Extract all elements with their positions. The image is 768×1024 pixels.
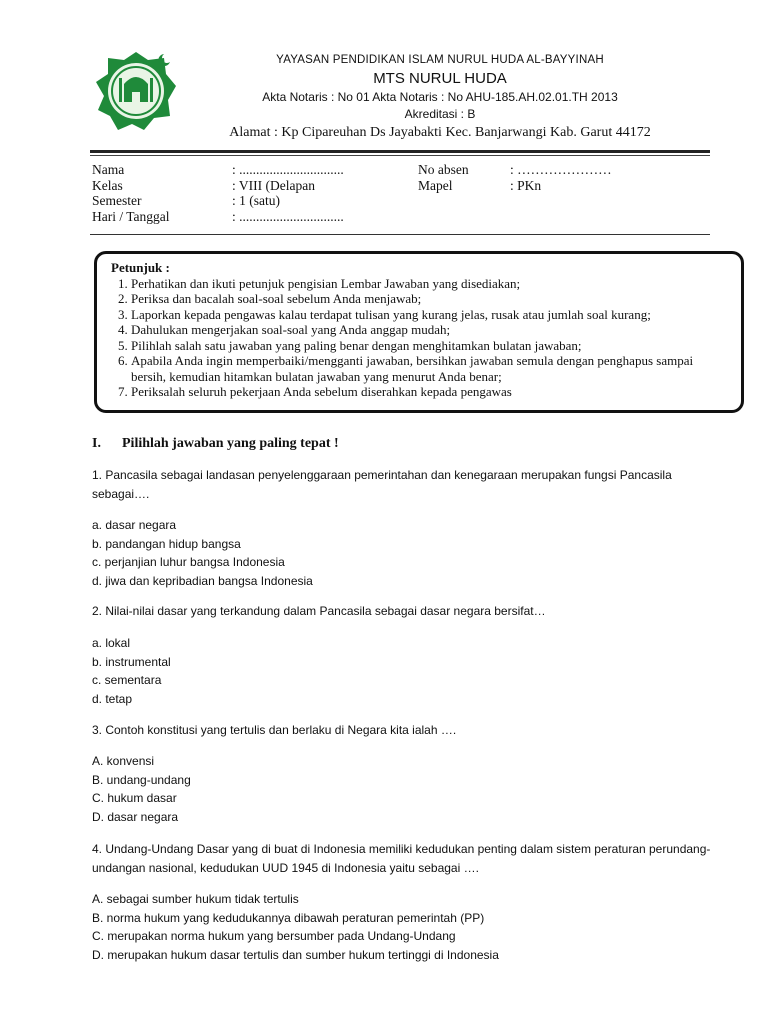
subject-label: Mapel — [418, 177, 453, 193]
class-label: Kelas — [92, 177, 123, 193]
header-divider-thick — [90, 150, 710, 153]
subject-value: : PKn — [510, 177, 542, 193]
semester-label: Semester — [92, 193, 142, 208]
instructions-list — [111, 276, 731, 400]
student-identity-block — [92, 162, 712, 224]
instruction-item: 6. Apabila Anda ingin memperbaiki/mengganti jawaban, bersihkan jawaban semula dengan penghapus sampai bersih, kemudian hitamkan bulatan jawaban yang menurut Anda benar; — [131, 353, 731, 384]
semester-value: : 1 (satu) — [232, 193, 280, 208]
option-c[interactable]: c. sementara — [92, 673, 162, 687]
option-b[interactable]: b. instrumental — [92, 654, 171, 669]
option-c[interactable]: C. hukum dasar — [92, 791, 177, 805]
option-a[interactable]: A. sebagai sumber hukum tidak tertulis — [92, 892, 299, 906]
address-info: Alamat : Kp Cipareuhan Ds Jayabakti Kec. Banjarwangi Kab. Garut 44172 — [229, 125, 651, 140]
identity-row-semester — [92, 193, 712, 209]
instruction-item: 7. Periksalah seluruh pekerjaan Anda sebelum diserahkan kepada pengawas — [131, 384, 731, 400]
question-2-text: 2. Nilai-nilai dasar yang terkandung dalam Pancasila sebagai dasar negara bersifat… — [92, 604, 546, 618]
option-b[interactable]: B. undang-undang — [92, 772, 191, 787]
instructions-box — [94, 251, 744, 413]
section-heading — [92, 436, 339, 452]
accreditation-info: Akreditasi : B — [404, 107, 476, 121]
identity-row-name — [92, 162, 712, 178]
question-1-options — [92, 516, 313, 590]
name-field[interactable]: : ............................... — [232, 162, 344, 177]
question-3-options — [92, 752, 191, 826]
option-c[interactable]: C. merupakan norma hukum yang bersumber pada Undang-Undang — [92, 929, 456, 943]
question-4-text: 4. Undang-Undang Dasar yang di buat di Indonesia memiliki kedudukan penting dalam sistem peraturan perundang-undangan nasional, kedudukan UUD 1945 di Indonesia yaitu sebagai …. — [92, 842, 711, 875]
absen-label: No absen — [418, 162, 469, 177]
date-field[interactable]: : ............................... — [232, 208, 344, 224]
instruction-item: 2. Periksa dan bacalah soal-soal sebelum Anda menjawab; — [131, 291, 731, 307]
option-c[interactable]: c. perjanjian luhur bangsa Indonesia — [92, 555, 285, 569]
name-label: Nama — [92, 162, 125, 177]
question-1-text: 1. Pancasila sebagai landasan penyelenggaraan pemerintahan dan kenegaraan merupakan fungsi Pancasila sebagai…. — [92, 468, 672, 501]
school-name: MTS NURUL HUDA — [373, 70, 507, 87]
school-emblem-icon — [92, 44, 180, 140]
option-d[interactable]: d. jiwa dan kepribadian bangsa Indonesia — [92, 573, 313, 588]
option-d[interactable]: D. dasar negara — [92, 809, 179, 824]
option-b[interactable]: b. pandangan hidup bangsa — [92, 536, 241, 551]
option-a[interactable]: a. lokal — [92, 636, 131, 650]
absen-field[interactable]: : ………………… — [510, 162, 612, 177]
date-label: Hari / Tanggal — [92, 208, 170, 224]
class-value: : VIII (Delapan — [232, 177, 315, 193]
identity-row-class — [92, 178, 712, 194]
section-number: I. — [92, 436, 101, 451]
option-d[interactable]: d. tetap — [92, 691, 133, 706]
instructions-title: Petunjuk : — [111, 260, 170, 275]
question-3-text: 3. Contoh konstitusi yang tertulis dan berlaku di Negara kita ialah …. — [92, 723, 457, 737]
instruction-item: 1. Perhatikan dan ikuti petunjuk pengisian Lembar Jawaban yang disediakan; — [131, 276, 731, 292]
option-a[interactable]: a. dasar negara — [92, 518, 177, 532]
instruction-item: 5. Pilihlah salah satu jawaban yang paling benar dengan menghitamkan bulatan jawaban; — [131, 338, 731, 354]
school-logo — [92, 44, 180, 140]
option-d[interactable]: D. merupakan hukum dasar tertulis dan sumber hukum tertinggi di Indonesia — [92, 947, 499, 962]
foundation-name: YAYASAN PENDIDIKAN ISLAM NURUL HUDA AL-BAYYINAH — [276, 54, 604, 66]
section-title: Pilihlah jawaban yang paling tepat ! — [122, 436, 339, 451]
option-b[interactable]: B. norma hukum yang kedudukannya dibawah peraturan pemerintah (PP) — [92, 910, 485, 925]
header-divider-thin — [90, 155, 710, 156]
identity-row-date — [92, 209, 712, 225]
question-4-options — [92, 890, 499, 964]
letterhead — [180, 52, 700, 142]
instruction-item: 4. Dahulukan mengerjakan soal-soal yang Anda anggap mudah; — [131, 322, 731, 338]
question-2-options — [92, 634, 171, 708]
notary-info: Akta Notaris : No 01 Akta Notaris : No AHU-185.AH.02.01.TH 2013 — [262, 90, 618, 104]
instruction-item: 3. Laporkan kepada pengawas kalau terdapat tulisan yang kurang jelas, rusak atau jumlah soal kurang; — [131, 307, 731, 323]
option-a[interactable]: A. konvensi — [92, 754, 155, 768]
identity-divider — [90, 234, 710, 235]
